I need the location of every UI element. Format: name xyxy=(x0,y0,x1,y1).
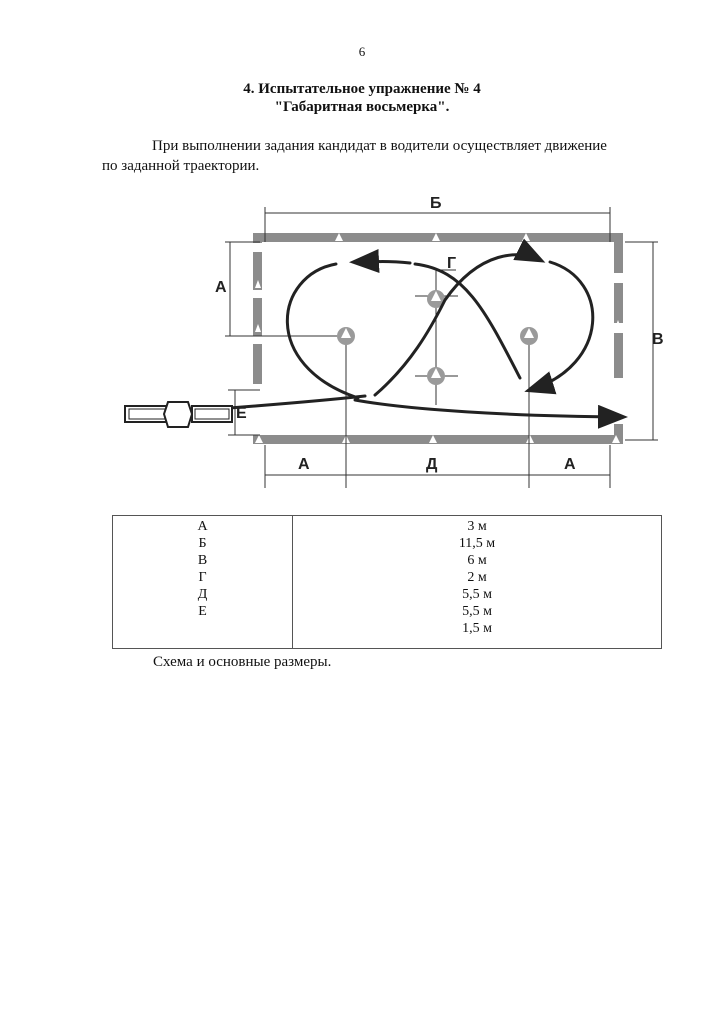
dimension-key: А xyxy=(197,519,208,534)
dimension-lines xyxy=(225,207,658,488)
boundary-markers xyxy=(255,233,621,443)
label-a-left: А xyxy=(215,279,227,296)
dimension-value: 6 м xyxy=(467,553,487,568)
exit-path xyxy=(355,400,622,417)
dimension-values-cell xyxy=(293,516,662,649)
dimension-value: 11,5 м xyxy=(458,536,496,551)
dimension-keys-cell xyxy=(113,516,293,649)
dimension-value: 1,5 м xyxy=(462,621,492,636)
right-loop-outer xyxy=(530,262,593,390)
car-icon xyxy=(125,402,232,427)
cone-markers xyxy=(337,290,538,385)
cross-path-2 xyxy=(375,255,540,395)
dimension-key: Г xyxy=(198,570,207,585)
intro-line-2: по заданной траектории. xyxy=(102,158,260,174)
intro-paragraph xyxy=(102,136,682,176)
intro-line-1: При выполнении задания кандидат в водители осуществляет движение xyxy=(152,138,607,154)
heading-line-2: "Габаритная восьмерка". xyxy=(274,99,450,115)
top-left-arrow xyxy=(355,262,410,263)
exercise-heading xyxy=(0,80,724,116)
label-e: Е xyxy=(236,405,247,422)
dimension-value: 5,5 м xyxy=(462,587,492,602)
dimension-value: 2 м xyxy=(467,570,487,585)
label-v: В xyxy=(652,331,664,348)
label-b: Б xyxy=(430,195,442,212)
dimension-key: Д xyxy=(197,587,208,602)
label-d: Д xyxy=(426,456,438,473)
dimension-key: Е xyxy=(198,604,207,619)
trajectory xyxy=(128,255,622,417)
cross-path-1 xyxy=(415,264,520,378)
figure-eight-diagram xyxy=(110,190,670,500)
page-number: 6 xyxy=(358,44,366,59)
dimension-value: 5,5 м xyxy=(462,604,492,619)
dimension-key: В xyxy=(197,553,208,568)
label-g: Г xyxy=(447,255,457,272)
heading-line-1: 4. Испытательное упражнение № 4 xyxy=(243,81,481,97)
dimensions-table xyxy=(112,515,662,649)
label-a-bottom-left: А xyxy=(298,456,310,473)
dimension-key: Б xyxy=(198,536,207,551)
track-boundary xyxy=(253,233,623,444)
dimension-value: 3 м xyxy=(467,519,487,534)
label-a-bottom-right: А xyxy=(564,456,576,473)
figure-caption: Схема и основные размеры. xyxy=(153,654,332,670)
